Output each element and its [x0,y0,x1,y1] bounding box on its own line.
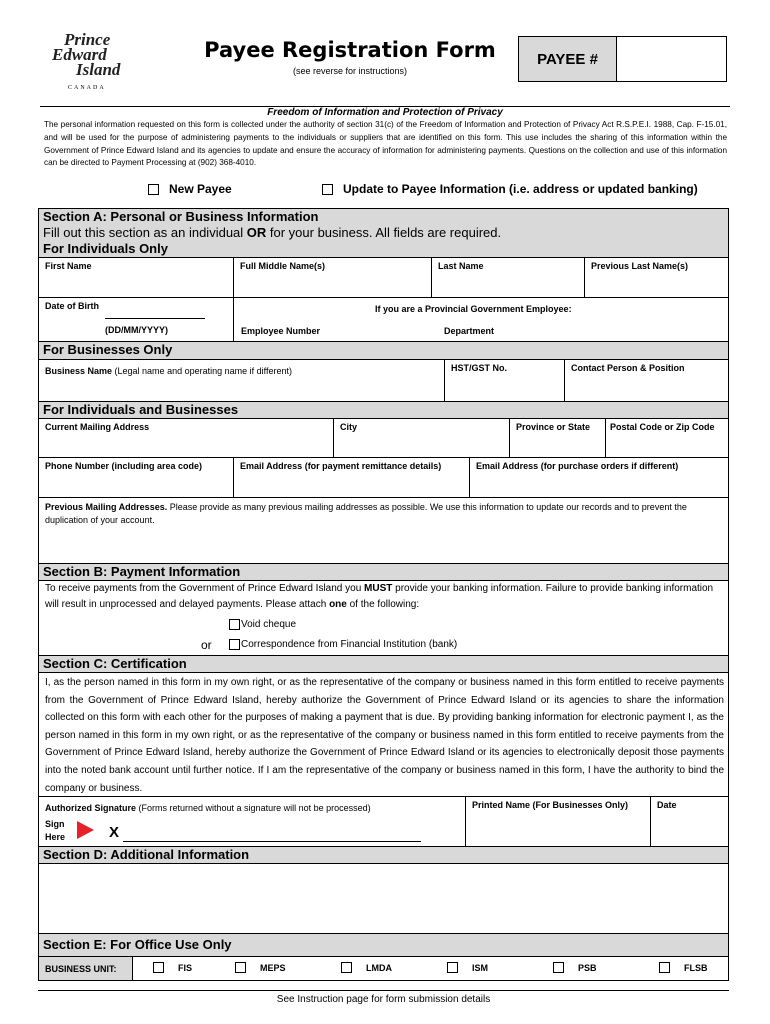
postal-code-field[interactable] [606,419,728,457]
hst-label: HST/GST No. [451,363,507,373]
dob-format: (DD/MM/YYYY) [105,325,168,335]
city-label: City [340,422,358,432]
unit-flsb[interactable] [659,962,708,973]
department-label[interactable]: Department [444,326,495,336]
lmda-label: LMDA [366,962,392,973]
phone-label: Phone Number (including area code) [45,461,203,471]
section-b-text [45,581,722,613]
section-a-header [38,208,729,258]
here-label: Here [45,832,66,842]
hst-field[interactable] [445,360,565,401]
mailing-address-field[interactable] [39,419,334,457]
middle-names-label: Full Middle Name(s) [240,261,326,271]
meps-checkbox[interactable] [235,962,246,973]
sign-label: Sign [45,819,65,829]
meps-label: MEPS [260,962,286,973]
mailing-address-label: Current Mailing Address [45,422,150,432]
flsb-label: FLSB [684,962,708,973]
contact-person-field[interactable] [565,360,728,401]
contact-row [38,458,729,498]
date-label: Date [657,800,677,810]
unit-fis[interactable] [153,962,192,973]
business-row [38,360,729,402]
section-c-body [38,673,729,797]
ism-label: ISM [472,962,489,973]
section-c-header: Section C: Certification [38,656,729,673]
first-name-field[interactable] [39,258,234,297]
printed-name-label: Printed Name (For Businesses Only) [472,800,629,810]
instruction-pre: Fill out this section as an individual [43,225,247,240]
contact-person-label: Contact Person & Position [571,363,685,373]
address-row [38,419,729,458]
email-purchase-orders-label: Email Address (for purchase orders if different) [476,461,679,471]
form-title: Payee Registration Form [204,38,496,62]
individuals-businesses-heading: For Individuals and Businesses [38,402,729,419]
previous-addresses-label: Previous Mailing Addresses. [45,502,168,512]
psb-label: PSB [578,962,597,973]
section-b-one: one [329,599,347,610]
previous-addresses-text [45,501,722,527]
signature-field[interactable] [39,797,466,846]
signature-x: X [109,824,120,841]
payee-label: PAYEE # [519,37,617,81]
unit-ism[interactable] [447,962,488,973]
phone-field[interactable] [39,458,234,497]
section-b-body [38,581,729,656]
city-field[interactable] [334,419,510,457]
signature-note: (Forms returned without a signature will not be processed) [136,803,371,813]
logo-edward: Edward [52,45,107,64]
payee-number-field[interactable] [617,37,726,81]
section-b-header: Section B: Payment Information [38,564,729,581]
previous-addresses-row[interactable] [38,498,729,564]
email-remittance-label: Email Address (for payment remittance details) [240,461,442,471]
signature-line [123,841,421,842]
additional-information-field[interactable] [38,864,729,934]
dob-label: Date of Birth [45,301,99,311]
fis-label: FIS [178,962,193,973]
new-payee-option[interactable] [148,182,232,196]
unit-psb[interactable] [553,962,597,973]
update-payee-checkbox[interactable] [322,184,333,195]
business-name-field[interactable] [39,360,445,401]
section-b-post: of the following: [346,599,420,610]
section-a-title: Section A: Personal or Business Information [43,209,319,224]
flsb-checkbox[interactable] [659,962,670,973]
gov-employee-label: If you are a Provincial Government Employee: [375,304,572,314]
businesses-only-heading: For Businesses Only [38,342,729,360]
signature-row [38,797,729,847]
dob-field[interactable] [39,298,234,341]
ism-checkbox[interactable] [447,962,458,973]
section-d-header: Section D: Additional Information [38,847,729,864]
new-payee-label: New Payee [169,182,232,196]
printed-name-field[interactable] [466,797,651,846]
postal-code-label: Postal Code or Zip Code [610,422,715,432]
void-cheque-checkbox[interactable] [229,619,240,630]
footer-note: See Instruction page for form submission details [38,990,729,1005]
instruction-post: for your business. All fields are required. [266,225,502,240]
update-payee-option[interactable] [322,182,698,196]
email-purchase-orders-field[interactable] [470,458,728,497]
section-b-pre: To receive payments from the Government of Prince Edward Island you [45,583,365,594]
section-a-instruction [43,225,728,241]
email-remittance-field[interactable] [234,458,470,497]
logo-prince: Prince [64,30,111,49]
dob-row [38,298,729,342]
logo-island: Island [76,60,121,79]
unit-lmda[interactable] [341,962,392,973]
or-label: or [201,638,212,652]
office-use-row [38,957,729,981]
first-name-label: First Name [45,261,92,271]
lmda-checkbox[interactable] [341,962,352,973]
void-cheque-option[interactable] [229,619,296,630]
void-cheque-label: Void cheque [241,619,297,630]
psb-checkbox[interactable] [553,962,564,973]
foi-text: The personal information requested on this form is collected under the authority of section 31(c) of the Freedom of Information and Protection of Privacy Act R.S.P.E.I. 1988, Cap. F-15.01, and will be used for the purpose of administering payments to the individuals or suppliers that are identified on this form. This use includes the sharing of this information within the Government of Prince Edward Island and its agencies to update and ensure the accuracy of information for administering payments. Questions on the collection and use of this information can be directed to Payment Processing at (902) 368-4010. [44,120,727,168]
form-subtitle: (see reverse for instructions) [292,66,408,76]
update-payee-label: Update to Payee Information (i.e. address or updated banking) [343,182,698,196]
payee-number-box [518,36,727,82]
previous-last-name-label: Previous Last Name(s) [591,261,689,271]
individuals-only-heading: For Individuals Only [43,241,168,256]
section-b-mid: provide your banking information. Failure to provide banking information will result in unprocessed and delayed payments. Please attach [45,583,714,610]
sign-here-label [45,818,65,844]
section-b-must: MUST [364,583,393,594]
previous-addresses-note: Please provide as many previous mailing addresses as possible. We use this information to update our records and to prevent the duplication of your account. [45,502,687,525]
correspondence-label: Correspondence from Financial Institution (bank) [241,639,458,650]
section-e-header: Section E: For Office Use Only [38,934,729,957]
pei-logo [40,30,140,100]
instruction-or: OR [246,225,267,240]
employee-number-label[interactable]: Employee Number [241,326,321,336]
province-field[interactable] [510,419,606,457]
previous-last-name-field[interactable] [585,258,728,297]
foi-title: Freedom of Information and Protection of Privacy [40,106,730,118]
signature-label: Authorized Signature [45,803,137,813]
new-payee-checkbox[interactable] [148,184,159,195]
dob-underline [105,318,205,319]
business-name-note: (Legal name and operating name if different) [112,366,292,376]
red-arrow-icon [77,821,94,839]
date-field[interactable] [651,797,728,846]
correspondence-option[interactable] [229,639,457,650]
names-row [38,258,729,298]
unit-meps[interactable] [235,962,286,973]
correspondence-checkbox[interactable] [229,639,240,650]
logo-canada: CANADA [68,85,106,91]
province-label: Province or State [516,422,591,432]
last-name-field[interactable] [432,258,585,297]
business-name-label: Business Name [45,366,113,376]
last-name-label: Last Name [438,261,484,271]
middle-names-field[interactable] [234,258,432,297]
certification-text: I, as the person named in this form in my own right, or as the representative of the company or business named in this form entitled to receive payments from the Government of Prince Edward Island, hereby authorize the Government of Prince Edward Island or its agencies to share the information collected on this form with each other for the purposes of making a payment that is due. By providing banking information for electronic payment I, as the person named in this form in my own right, or as the representative of the company or business named in this form entitled to receive payments from the Government of Prince Edward Island, hereby authorize the Government of Prince Edward Island or its agencies to electronically deposit those payments into the noted bank account until further notice. If I am the representative of the company or business named in this form, I have the authority to bind the company or business. [45,677,724,794]
business-unit-label: BUSINESS UNIT: [39,957,133,980]
fis-checkbox[interactable] [153,962,164,973]
